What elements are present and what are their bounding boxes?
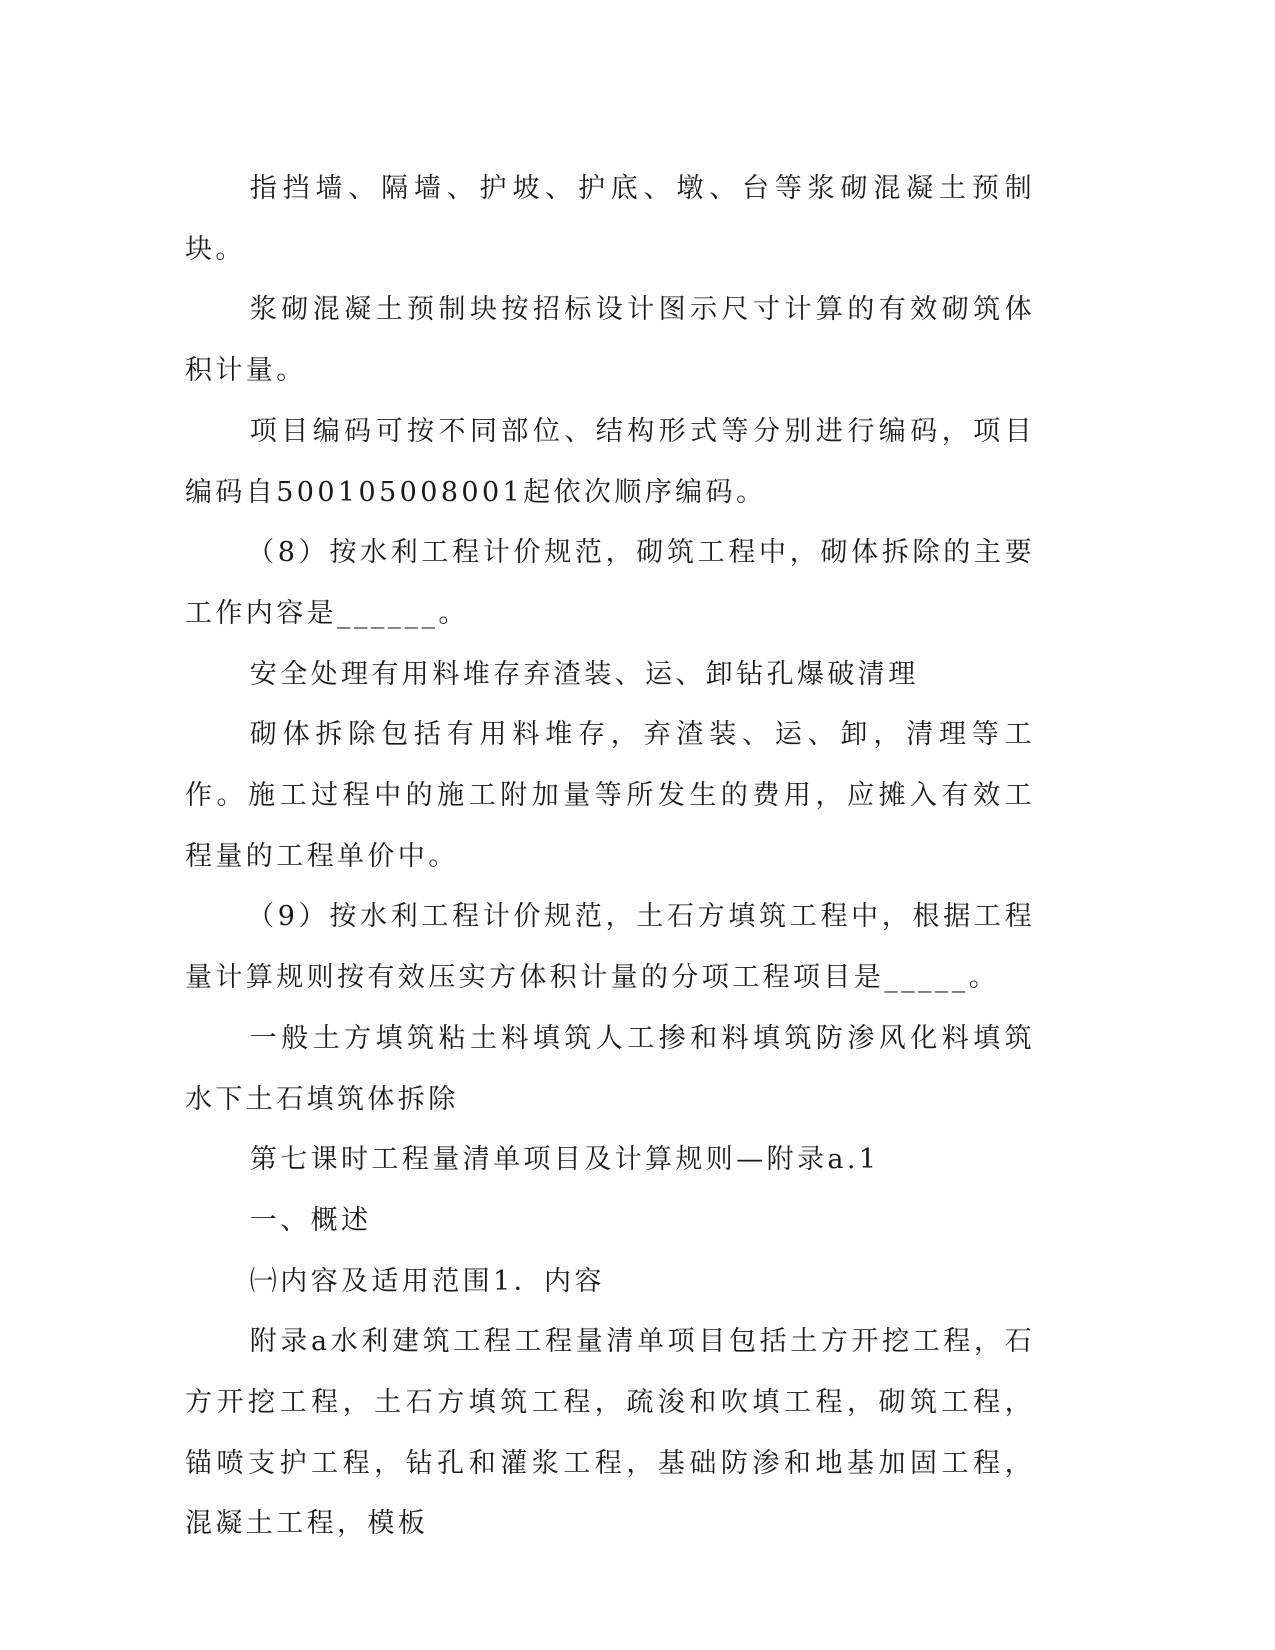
paragraph-appendix-a-content: 附录a水利建筑工程工程量清单项目包括土方开挖工程，石方开挖工程，土石方填筑工程，疏浚和吹填工程，砌筑工程，锚喷支护工程，钻孔和灌浆工程，基础防渗和地基加固工程，混凝土工程，模板 (185, 1326, 1035, 1540)
question-8: （8）按水利工程计价规范，砌筑工程中，砌体拆除的主要工作内容是______。 (185, 537, 1035, 629)
paragraph-precast-block-definition: 指挡墙、隔墙、护坡、护底、墩、台等浆砌混凝土预制块。 (185, 173, 1035, 265)
paragraph-precast-block-measurement: 浆砌混凝土预制块按招标设计图示尺寸计算的有效砌筑体积计量。 (185, 294, 1035, 387)
document-body (185, 159, 1035, 1555)
question-9: （9）按水利工程计价规范，土石方填筑工程中，根据工程量计算规则按有效压实方体积计量的分项工程项目是_____。 (185, 901, 1035, 994)
section-heading-overview: 一、概述 (249, 1204, 372, 1236)
subsection-heading-scope: ㈠内容及适用范围1．内容 (249, 1265, 605, 1297)
section-heading-lesson-7: 第七课时工程量清单项目及计算规则—附录a.1 (249, 1144, 880, 1176)
question-8-options: 安全处理有用料堆存弃渣装、运、卸钻孔爆破清理 (249, 658, 919, 690)
question-9-options: 一般土方填筑粘土料填筑人工掺和料填筑防渗风化料填筑水下土石填筑体拆除 (185, 1022, 1035, 1115)
paragraph-project-code: 项目编码可按不同部位、结构形式等分别进行编码，项目编码自500105008001起依次顺序编码。 (185, 415, 1035, 508)
question-8-explanation: 砌体拆除包括有用料堆存，弃渣装、运、卸，清理等工作。施工过程中的施工附加量等所发生的费用，应摊入有效工程量的工程单价中。 (185, 719, 1035, 872)
